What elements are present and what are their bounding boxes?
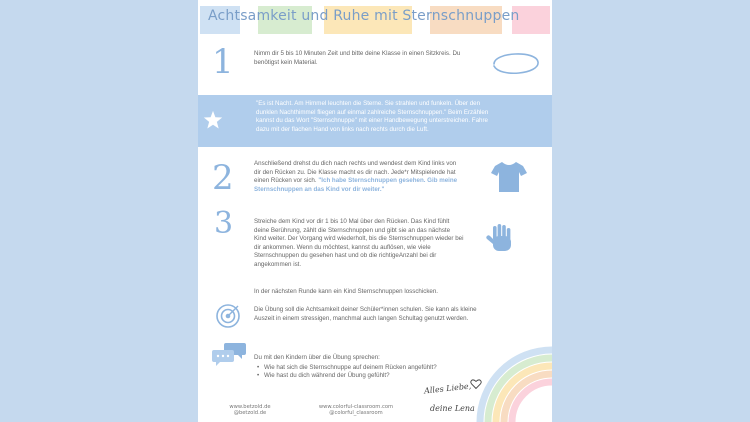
story-band bbox=[198, 95, 552, 147]
step-3-text: Streiche dem Kind vor dir 1 bis 10 Mal über den Rücken. Das Kind fühlt deine Berührung, zählt die Sternschnuppen und gibt sie an das nächste Kind weiter. Der Vorgang wird wiederholt, bis die Sternschnuppen wieder bei dir ankommen. Wenn du möchtest, kannst du auflösen, wie viele Sternschnuppen du gesehen hast und ob die richtigeAnzahl bei dir angekommen ist. bbox=[254, 218, 464, 268]
signature-line-1: Alles Liebe, bbox=[423, 381, 472, 396]
footer-betzold-url: www.betzold.de bbox=[229, 404, 271, 410]
tshirt-icon bbox=[490, 160, 528, 194]
list-item: • Wie hat sich die Sternschnuppe auf deinem Rücken angefühlt? bbox=[256, 364, 476, 372]
step-1-text: Nimm dir 5 bis 10 Minuten Zeit und bitte deine Klasse in einen Sitzkreis. Du benötigst kein Material. bbox=[254, 50, 461, 66]
speech-bubbles-icon bbox=[212, 342, 246, 368]
step-number-3: 3 bbox=[214, 206, 234, 241]
footer-betzold-handle: @betzold.de bbox=[233, 410, 267, 416]
target-icon bbox=[214, 302, 242, 330]
step-2-quote: "Ich habe Sternschnuppen gesehen. Gib meine Sternschnuppen an das Kind vor dir weiter." bbox=[254, 177, 458, 193]
signature-line-2: deine Lena bbox=[430, 404, 475, 413]
heart-icon bbox=[470, 378, 482, 390]
step-2-main-text: Anschließend drehst du dich nach rechts und wendest dem Kind links von dir den Rücken zu. Die Klasse macht es dir nach. Jede*r Mitspielende hat einen Rücken vor sich. bbox=[254, 160, 457, 185]
next-round-text: In der nächsten Runde kann ein Kind Sternschnuppen losschicken. bbox=[254, 288, 439, 295]
footer-middle bbox=[314, 404, 398, 416]
oval-icon bbox=[486, 46, 544, 82]
star-icon bbox=[202, 109, 224, 131]
page-title: Achtsamkeit und Ruhe mit Sternschnuppen bbox=[208, 8, 520, 24]
goal-text: Die Übung soll die Achtsamkeit deiner Schüler*innen schulen. Sie kann als kleine Auszeit in einem stressigen, manchmal auch langen Schultag genutzt werden. bbox=[254, 306, 477, 322]
step-number-2: 2 bbox=[212, 158, 234, 198]
footer-left bbox=[220, 404, 280, 416]
hand-icon bbox=[484, 222, 520, 258]
story-text: "Es ist Nacht. Am Himmel leuchten die Sterne. Sie strahlen und funkeln. Über den dunklen Nachthimmel fliegen auf einmal zahlreiche Sternschnuppen." Beim Erzählen kannst du das Wort "Sternschnuppe" mit einer Handbewegung unterstreichen. Fahre dazu mit der flachen Hand von links nach rechts durch die Luft. bbox=[256, 100, 489, 133]
question-list bbox=[256, 364, 476, 381]
talk-intro-text: Du mit den Kindern über die Übung sprechen: bbox=[254, 354, 380, 361]
footer-colorful-url: www.colorful-classroom.com bbox=[318, 404, 394, 410]
list-item: • Wie hast du dich während der Übung gefühlt? bbox=[256, 372, 476, 380]
worksheet bbox=[198, 0, 552, 422]
step-2-text bbox=[254, 160, 464, 194]
footer-colorful-handle: @colorful_classroom bbox=[329, 410, 383, 416]
step-number-1: 1 bbox=[212, 42, 234, 82]
rainbow-icon bbox=[470, 332, 552, 422]
